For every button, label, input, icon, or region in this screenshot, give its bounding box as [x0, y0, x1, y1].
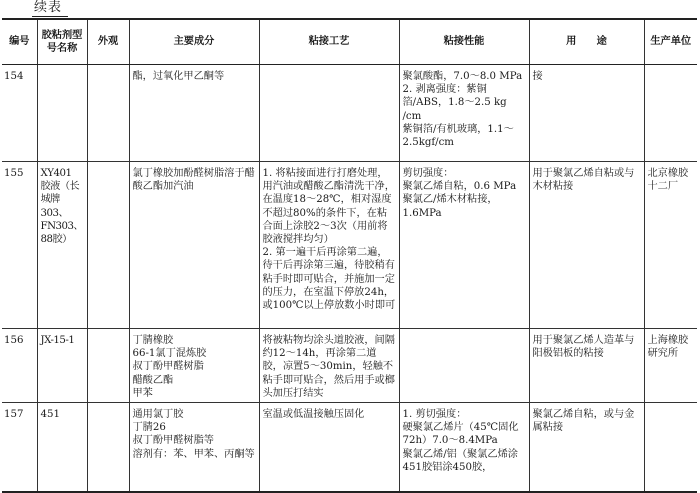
cell-performance [399, 329, 529, 403]
cell-model-name [37, 65, 87, 162]
cell-usage: 用于聚氯乙烯自粘或与木材粘接 [529, 162, 644, 329]
cell-process: 1. 将粘接面进行打磨处理，用汽油或醋酸乙酯清洗干净，在温度18～28℃，相对湿度不超过80%的条件下，在粘合面上涂胶2～3次（用前将胶液搅拌均匀） 2. 第一遍干后再涂第二遍，待干后再涂第三遍，待胶稍有粘手时即可贴合，并施加一定的压力，在室温下停放24h，或100℃以上停放数小时即可 [259, 162, 399, 329]
cell-appearance [87, 162, 129, 329]
header-appearance: 外观 [87, 19, 129, 65]
cell-usage: 聚氯乙烯自粘，或与金属粘接 [529, 403, 644, 493]
cell-performance: 剪切强度： 聚氯乙烯自粘，0.6 MPa 聚氯乙/烯木材粘接，1.6MPa [399, 162, 529, 329]
cell-model-name: JX-15-1 [37, 329, 87, 403]
header-maker: 生产单位 [644, 19, 697, 65]
cell-usage: 用于聚氯乙烯人造革与阳极铝板的粘接 [529, 329, 644, 403]
cell-number: 155 [2, 162, 37, 329]
cell-number: 156 [2, 329, 37, 403]
cell-maker: 北京橡胶十二厂 [644, 162, 697, 329]
continued-caption: 续表 [32, 0, 68, 17]
cell-components: 丁腈橡胶 66-1氯丁混炼胶 叔丁酚甲醛树脂 醋酸乙酯 甲苯 [129, 329, 259, 403]
cell-model-name: XY401 胶液（长城牌 303、FN303、88胶） [37, 162, 87, 329]
cell-components: 氯丁橡胶加酚醛树脂溶于醋酸乙酯加汽油 [129, 162, 259, 329]
adhesive-table [2, 18, 697, 493]
header-components: 主要成分 [129, 19, 259, 65]
cell-process: 将被粘物均涂头道胶液，间隔约12～14h，再涂第二道胶，凉置5～30min，轻触不粘手即可贴合，然后用手或榔头加压打结实 [259, 329, 399, 403]
header-number: 编号 [2, 19, 37, 65]
cell-appearance [87, 65, 129, 162]
header-row [2, 19, 697, 65]
header-process: 粘接工艺 [259, 19, 399, 65]
header-usage: 用 途 [529, 19, 644, 65]
header-model-name: 胶粘剂型号名称 [37, 19, 87, 65]
cell-process: 室温或低温接触压固化 [259, 403, 399, 493]
cell-number: 154 [2, 65, 37, 162]
cell-components: 通用氯丁胶 丁腈26 叔丁酚甲醛树脂等 溶剂有：苯、甲苯、丙酮等 [129, 403, 259, 493]
header-performance: 粘接性能 [399, 19, 529, 65]
cell-performance: 1. 剪切强度： 硬聚氯乙烯片（45℃固化72h）7.0～8.4MPa 聚氯乙烯/铝（聚氯乙烯涂451胶铝涂450胶， [399, 403, 529, 493]
cell-performance: 聚氯酸酯，7.0～8.0 MPa 2. 剥离强度：紫铜箔/ABS，1.8～2.5 kg /cm 紫铜箔/有机玻璃，1.1～2.5kgf/cm [399, 65, 529, 162]
cell-process [259, 65, 399, 162]
table-row [2, 65, 697, 162]
table-row [2, 162, 697, 329]
cell-appearance [87, 329, 129, 403]
cell-maker: 上海橡胶研究所 [644, 329, 697, 403]
cell-maker [644, 65, 697, 162]
table-row [2, 329, 697, 403]
cell-maker [644, 403, 697, 493]
cell-model-name: 451 [37, 403, 87, 493]
cell-appearance [87, 403, 129, 493]
table-row [2, 403, 697, 493]
cell-components: 酯，过氧化甲乙酮等 [129, 65, 259, 162]
cell-usage: 接 [529, 65, 644, 162]
cell-number: 157 [2, 403, 37, 493]
